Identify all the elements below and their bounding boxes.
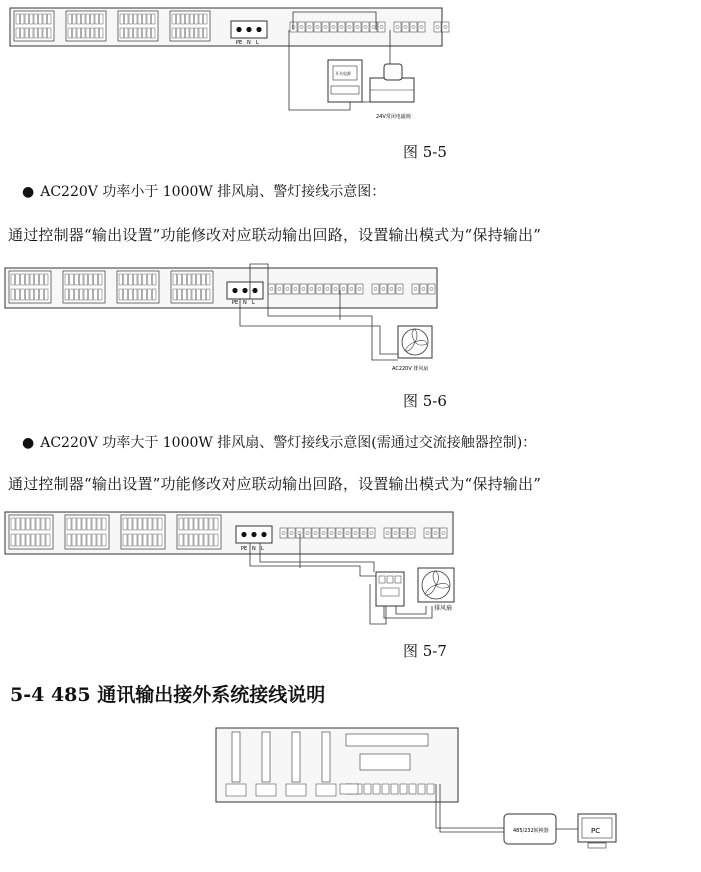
bullet-high-power <box>22 432 536 452</box>
terminal-l-label: L <box>256 40 259 46</box>
terminal-block <box>117 271 159 303</box>
figure-5-6-caption: 图 5-6 <box>403 392 447 410</box>
terminal-block <box>177 515 221 549</box>
figure-5-5-caption: 图 5-5 <box>403 143 447 161</box>
solenoid-valve-icon <box>370 64 414 102</box>
terminal-l-label: L <box>252 300 255 306</box>
terminal-block <box>65 515 109 549</box>
fan-label: AC220V 排风扇 <box>392 366 429 372</box>
instruction-low-power: 通过控制器“输出设置”功能修改对应联动输出回路，设置输出模式为“保持输出” <box>8 226 542 244</box>
pc-label: PC <box>591 827 601 835</box>
terminal-block <box>14 11 54 41</box>
bullet-low-power-text: AC220V 功率小于 1000W 排风扇、警灯接线示意图： <box>40 184 386 200</box>
terminal-block <box>170 11 210 41</box>
section-heading-485: 5-4 485 通讯输出接外系统接线说明 <box>10 684 326 706</box>
converter-label: 485/232转换器 <box>513 828 549 834</box>
figure-5-7-diagram <box>0 506 701 630</box>
terminal-block <box>63 271 105 303</box>
terminal-block <box>118 11 158 41</box>
instruction-high-power: 通过控制器“输出设置”功能修改对应联动输出回路，设置输出模式为“保持输出” <box>8 475 542 493</box>
figure-485-diagram <box>0 722 701 872</box>
fan-label: 排风扇 <box>434 605 453 612</box>
terminal-n-label: N <box>247 40 251 46</box>
bullet-dot: ● <box>22 435 35 451</box>
terminal-pe-label: PE <box>236 40 243 46</box>
valve-label: 24V常闭电磁阀 <box>376 114 411 120</box>
terminal-block <box>66 11 106 41</box>
terminal-block <box>171 271 213 303</box>
power-supply-label: 开关电源 <box>335 71 351 76</box>
exhaust-fan-icon <box>398 326 432 358</box>
exhaust-fan-icon <box>418 568 454 602</box>
terminal-block <box>9 271 51 303</box>
figure-5-5-diagram <box>0 0 701 130</box>
bullet-dot: ● <box>22 184 35 200</box>
terminal-pe-label: PE <box>232 300 239 306</box>
terminal-n-label: N <box>243 300 247 306</box>
figure-5-6-diagram <box>0 256 701 380</box>
terminal-block <box>121 515 165 549</box>
figure-5-7-caption: 图 5-7 <box>403 642 447 660</box>
terminal-pe-label: PE <box>241 546 248 552</box>
ac-contactor-icon <box>376 572 404 606</box>
terminal-block <box>9 515 53 549</box>
terminal-n-label: N <box>252 546 256 552</box>
bullet-high-power-text: AC220V 功率大于 1000W 排风扇、警灯接线示意图(需通过交流接触器控制)： <box>40 435 537 451</box>
bullet-low-power <box>22 181 385 201</box>
terminal-l-label: L <box>261 546 264 552</box>
